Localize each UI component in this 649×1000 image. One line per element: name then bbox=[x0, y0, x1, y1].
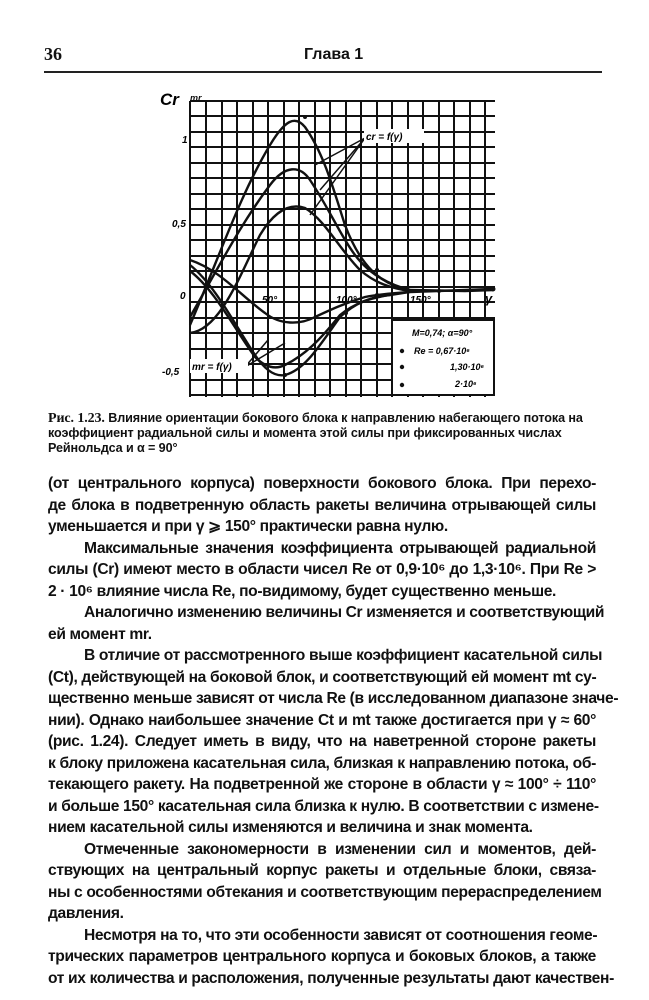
running-header bbox=[44, 44, 484, 68]
svg-text:M=0,74; α=90°: M=0,74; α=90° bbox=[412, 328, 473, 338]
text-line: давления. bbox=[48, 905, 124, 922]
caption-text: Влияние ориентации бокового блока к направлению набегающего потока на коэффициент радиальной силы и момента этой силы при фиксированных числах Рейнольдса и α = 90° bbox=[48, 411, 583, 455]
text-line: Максимальные значения коэффициента отрывающей радиальной bbox=[84, 539, 596, 557]
text-line: ны с особенностями обтекания и соответствующим перераспределением bbox=[48, 883, 602, 901]
figure-caption bbox=[48, 411, 596, 456]
y-tick-neg-0-5: -0,5 bbox=[162, 367, 180, 378]
x-axis-label-gamma: γ bbox=[485, 291, 493, 306]
y-tick-0: 0 bbox=[180, 291, 186, 302]
text-line: 2 · 10⁶ влияние числа Re, по-видимому, будет существенно меньше. bbox=[48, 582, 557, 600]
text-line: Несмотря на то, что эти особенности зависят от соотношения геоме- bbox=[84, 926, 598, 944]
caption-label: Рис. 1.23. bbox=[48, 411, 105, 426]
x-tick-50: 50° bbox=[262, 295, 278, 306]
text-line: (от центрального корпуса) поверхности бокового блока. При перехо- bbox=[48, 475, 596, 492]
text-line: силы (Cr) имеют место в области чисел Re от 0,9·10⁶ до 1,3·10⁶. При Re > bbox=[48, 561, 596, 578]
x-tick-100: 100° bbox=[336, 295, 357, 306]
text-line: уменьшается и при γ ⩾ 150° практически равна нулю. bbox=[48, 518, 448, 535]
text-line: от их количества и расположения, полученные результаты дают качествен- bbox=[48, 969, 614, 987]
y-tick-0-5: 0,5 bbox=[172, 219, 186, 230]
text-line: ствующих на центральный корпус ракеты и отдельные блоки, связа- bbox=[48, 862, 596, 879]
chapter-title: Глава 1 bbox=[304, 46, 364, 63]
x-tick-150: 150° bbox=[410, 295, 431, 306]
text-line: Аналогично изменению величины Cr изменяется и соответствующий bbox=[84, 604, 605, 621]
y-axis-label-cr: Cr bbox=[160, 90, 179, 109]
text-line: к блоку приложена касательная сила, близкая к направлению потока, об- bbox=[48, 754, 596, 772]
svg-text:2·10⁶: 2·10⁶ bbox=[455, 379, 477, 389]
body-text bbox=[48, 473, 619, 989]
text-line: трических параметров центрального корпуса и боковых блоков, а также bbox=[48, 948, 596, 965]
y-tick-1: 1 bbox=[182, 135, 188, 146]
text-line: текающего ракету. На подветренной же стороне в области γ ≈ 100° ÷ 110° bbox=[48, 776, 596, 793]
svg-text:Re = 0,67·10⁶: Re = 0,67·10⁶ bbox=[414, 346, 470, 356]
text-line: и больше 150° касательная сила близка к нулю. В соответствии с измене- bbox=[48, 797, 599, 815]
curve-label-cr: cr = f(γ) bbox=[366, 132, 403, 143]
text-line: (Ct), действующей на боковой блок, и соответствующий ей момент mt су- bbox=[48, 668, 597, 686]
text-line: де блока в подветренную область ракеты величина отрывающей силы bbox=[48, 496, 596, 514]
text-line: Отмеченные закономерности в изменении сил и моментов, дей- bbox=[84, 840, 596, 858]
text-line: щественно меньше зависят от числа Re (в исследованном диапазоне значе- bbox=[48, 690, 619, 707]
text-line: ей момент mr. bbox=[48, 625, 152, 643]
header-rule bbox=[44, 71, 602, 73]
text-line: нии). Однако наибольшее значение Ct и mt также достигается при γ ≈ 60° bbox=[48, 711, 596, 729]
curve-label-mr: mr = f(γ) bbox=[192, 362, 232, 373]
page-number: 36 bbox=[44, 44, 62, 64]
figure-chart bbox=[160, 85, 505, 400]
y-axis-label-mr: mr bbox=[190, 93, 202, 103]
svg-text:1,30·10⁶: 1,30·10⁶ bbox=[450, 362, 485, 372]
chart-legend bbox=[392, 320, 494, 395]
text-line: (рис. 1.24). Следует иметь в виду, что на наветренной стороне ракеты bbox=[48, 733, 596, 750]
text-line: нием касательной силы изменяются и величина и знак момента. bbox=[48, 819, 533, 836]
text-line: В отличие от рассмотренного выше коэффициент касательной силы bbox=[84, 647, 603, 664]
